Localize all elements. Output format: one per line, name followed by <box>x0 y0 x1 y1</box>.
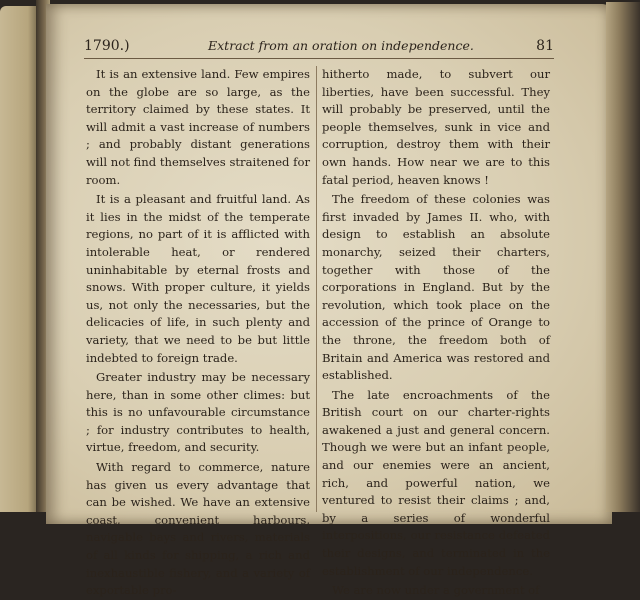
header-year: 1790.) <box>84 38 130 54</box>
facing-page-edge <box>0 6 40 512</box>
header-title: Extract from an oration on independence. <box>208 38 474 53</box>
paragraph: It is an extensive land. Few empires on the globe are so large, as the territory claimed by these states. It will admit a vast increase of numbers ; and probably distant generations will not find themselves straitened for room. <box>86 67 310 187</box>
paragraph: With regard to commerce, nature has given us every advantage that can be wished. We have an extensive coast, convenient harbours, navigable bays and rivers, materials of all kinds for shipping, a rich and inexhaustible fishery, and a variety of exportable pro- <box>86 460 310 598</box>
header-rule <box>84 58 554 59</box>
paragraph: hitherto made, to subvert our liberties, have been successful. They will probably be preserved, until the people themselves, sunk in vice and corruption, destroy them with their own hands. How near we are to this fatal period, heaven knows ! <box>322 67 550 187</box>
left-text-column <box>86 66 310 600</box>
paragraph: The late encroachments of the British court on our charter-rights awakened a just and general concern. Though we were but an infant people, and our enemies were an ancient, rich, and powerful nation, we ventured to resist their claims ; and, by a series of wonderful interpositions, our resistance defeated their designs, and terminated in the establishment of our independence. <box>322 387 550 578</box>
page-number: 81 <box>536 38 554 54</box>
paragraph: We are now under a government of <box>332 583 540 598</box>
column-divider <box>316 66 317 512</box>
page-stack-edge <box>606 2 640 512</box>
paragraph: It is a pleasant and fruitful land. As it lies in the midst of the temperate regions, no part of it is afflicted with intolerable heat, or rendered uninhabitable by eternal frosts and snows. With proper culture, it yields us, not only the necessaries, but the delicacies of life, in such plenty and variety, that we need to be but little indebted to foreign trade. <box>86 192 310 365</box>
running-header <box>84 38 554 58</box>
paragraph: The freedom of these colonies was first invaded by James II. who, with design to establish an absolute monarchy, seized their charters, together with those of the corporations in England. But by the revolution, which took place on the accession of the prince of Orange to the throne, the freedom both of Britain and America was restored and established. <box>322 192 550 383</box>
right-text-column <box>322 66 550 600</box>
paragraph: Greater industry may be necessary here, than in some other climes: but this is no unfavourable circumstance ; for industry contributes to health, virtue, freedom, and security. <box>86 370 310 455</box>
